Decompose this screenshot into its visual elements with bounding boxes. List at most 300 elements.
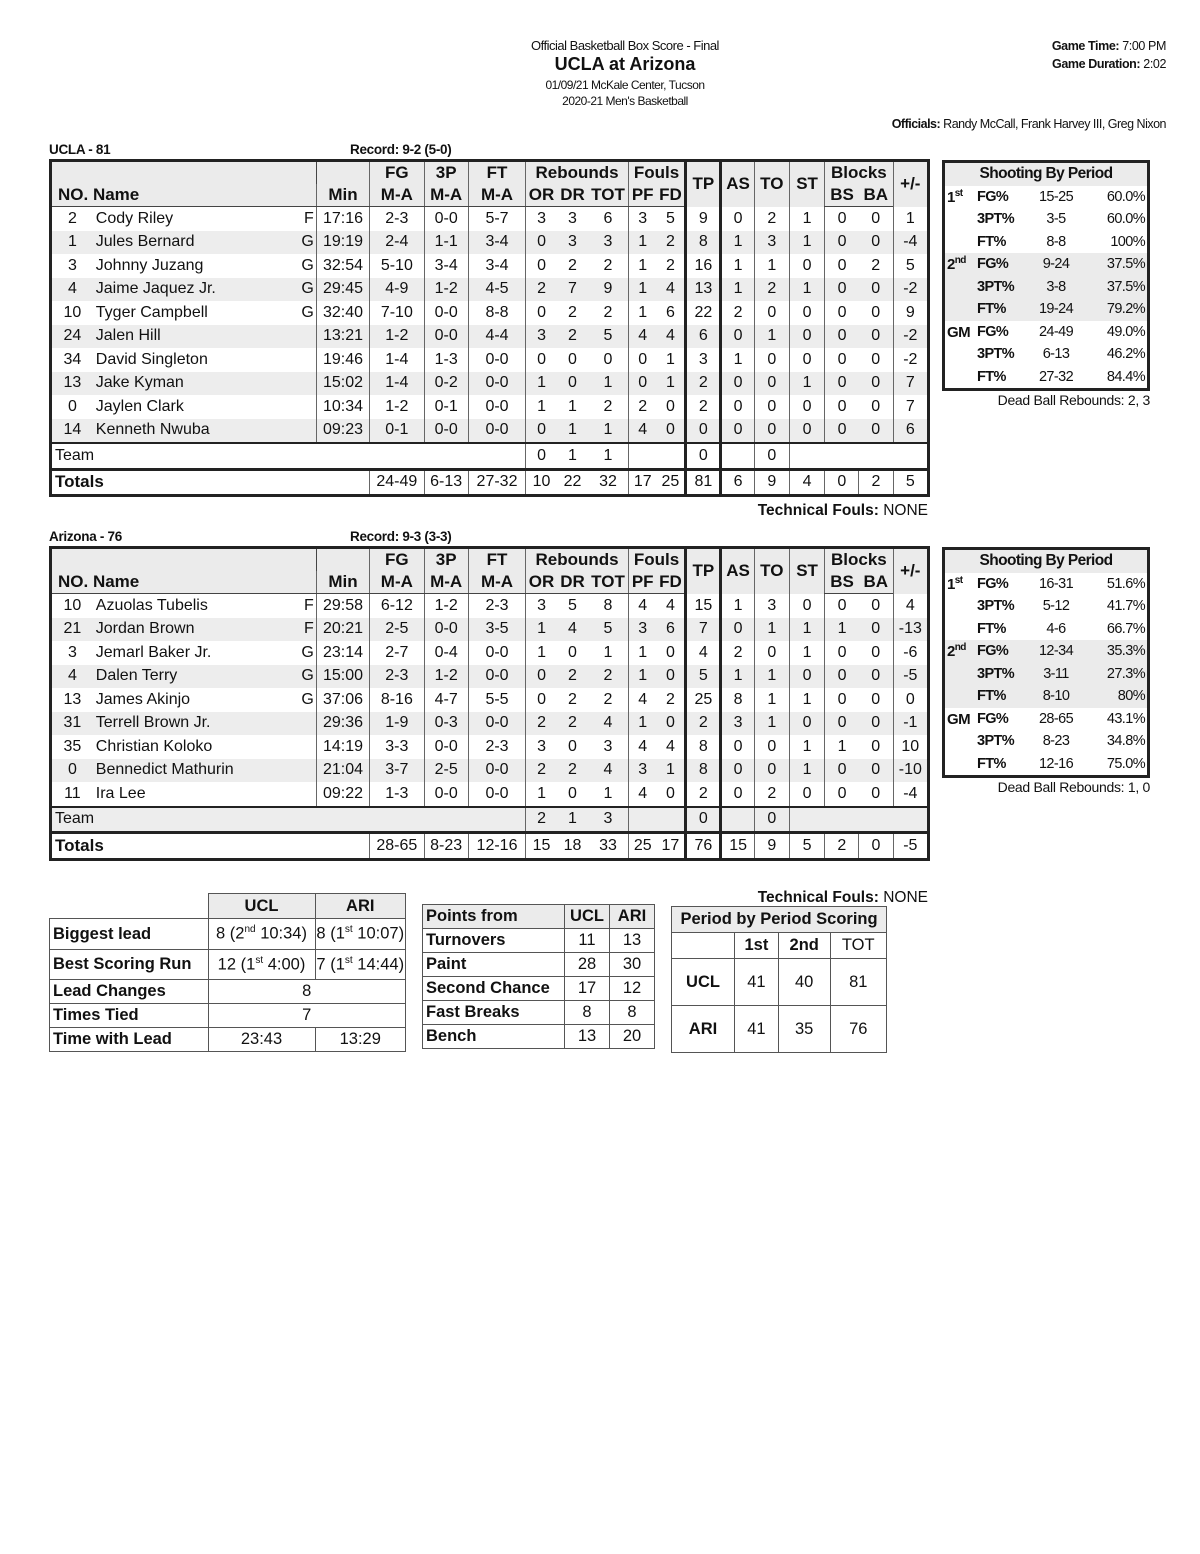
player-number: 31 [51, 712, 93, 736]
shooting-stat: 3PT% [977, 598, 1015, 615]
player-position: G [301, 643, 314, 661]
player-number: 2 [67, 209, 77, 227]
points-from-row [423, 1025, 655, 1049]
player-bs: 0 [825, 759, 859, 783]
player-bs: 0 [825, 254, 859, 278]
col-ba: BA [859, 184, 893, 207]
player-3p: 1-2 [424, 665, 468, 689]
period-score-1st: 41 [735, 1006, 779, 1053]
team-label: Team [51, 807, 526, 833]
player-or: 0 [526, 348, 557, 372]
totals-to: 9 [754, 833, 789, 860]
player-to: 1 [754, 688, 789, 712]
player-st: 0 [789, 395, 824, 419]
totals-st: 5 [789, 833, 824, 860]
totals-label: Totals [51, 833, 370, 860]
player-tot: 9 [588, 278, 628, 302]
player-fd: 0 [657, 712, 686, 736]
player-3p: 0-0 [424, 618, 468, 642]
period-score-tot: 76 [830, 1006, 886, 1053]
player-tot: 8 [603, 596, 613, 614]
player-minutes: 19:19 [316, 231, 369, 255]
player-ba: 0 [859, 419, 893, 444]
totals-tot: 33 [588, 833, 628, 860]
col-dr: DR [557, 184, 588, 207]
player-number: 3 [67, 643, 77, 661]
player-tp: 13 [686, 278, 721, 302]
totals-pf: 17 [628, 469, 656, 496]
totals-fg: 24-49 [370, 469, 424, 496]
player-ba: 0 [871, 397, 881, 415]
player-name-cell [93, 665, 317, 689]
player-st: 0 [789, 325, 824, 349]
col-plus-minus: +/- [893, 548, 928, 594]
player-ft: 0-0 [468, 641, 525, 665]
shooting-percentage: 60.0% [1106, 188, 1145, 205]
shooting-period: GM [947, 323, 970, 341]
points-from-ari: 20 [610, 1025, 655, 1049]
player-tot: 3 [603, 737, 613, 755]
shooting-stat: 3PT% [977, 211, 1015, 228]
player-number: 0 [67, 397, 77, 415]
col-dr: DR [557, 571, 588, 594]
player-fd: 0 [665, 643, 675, 661]
player-minutes: 20:21 [316, 618, 369, 642]
player-row [51, 712, 929, 736]
player-to: 3 [754, 594, 789, 618]
player-tp: 16 [686, 254, 721, 278]
player-plus-minus: 10 [893, 735, 928, 759]
game-time: 7:00 PM [1122, 39, 1166, 53]
season: 2020-21 Men's Basketball [562, 94, 688, 108]
player-plus-minus: 5 [893, 254, 928, 278]
totals-label: Totals [51, 469, 370, 496]
points-from-label: Fast Breaks [423, 1001, 565, 1025]
player-ba: 2 [871, 256, 881, 274]
player-fd: 2 [665, 690, 675, 708]
player-plus-minus: 6 [893, 419, 928, 444]
player-3p: 0-3 [424, 712, 468, 736]
player-bs: 0 [825, 301, 859, 325]
player-3p: 0-0 [424, 301, 468, 325]
player-fg: 1-4 [370, 372, 424, 396]
player-to: 0 [754, 759, 789, 783]
player-fd: 0 [657, 665, 686, 689]
player-dr: 3 [568, 209, 577, 227]
player-position: F [304, 620, 314, 638]
player-dr: 3 [557, 231, 588, 255]
player-tot: 2 [588, 665, 628, 689]
col-3p-ma: M-A [424, 184, 468, 207]
period-row-team: ARI [672, 1006, 735, 1053]
points-from-row [423, 1001, 655, 1025]
player-name-cell [93, 372, 317, 396]
game-title: UCLA at Arizona [554, 54, 696, 74]
player-fd: 1 [665, 350, 675, 368]
player-fd: 4 [657, 325, 686, 349]
player-name-cell [93, 325, 317, 349]
col-or: OR [526, 184, 557, 207]
player-ft: 0-0 [468, 759, 525, 783]
points-from-ari: 8 [610, 1001, 655, 1025]
col-st: ST [789, 548, 824, 594]
player-or: 1 [526, 641, 557, 665]
player-as: 3 [721, 712, 754, 736]
totals-plus-minus: 5 [893, 469, 928, 496]
col-tot: TOT [588, 184, 628, 207]
shooting-percentage: 34.8% [1106, 733, 1145, 750]
player-bs: 0 [825, 665, 859, 689]
col-rebounds: Rebounds [526, 548, 629, 572]
player-bs: 0 [825, 641, 859, 665]
col-3p: 3P [424, 161, 468, 185]
totals-bs: 0 [825, 469, 859, 496]
player-number: 0 [51, 759, 93, 783]
col-or: OR [526, 571, 557, 594]
points-from-label: Turnovers [423, 929, 565, 953]
shooting-percentage: 51.6% [1106, 575, 1145, 592]
player-fg: 8-16 [370, 688, 424, 712]
player-ft: 0-0 [468, 782, 525, 807]
player-as: 0 [721, 759, 754, 783]
player-st: 0 [789, 348, 824, 372]
player-pf: 4 [628, 419, 656, 444]
dead-ball-rebounds: Dead Ball Rebounds: 2, 3 [997, 392, 1150, 408]
player-or: 0 [526, 665, 557, 689]
player-fg: 1-2 [370, 325, 424, 349]
player-st: 1 [789, 207, 824, 231]
player-as: 1 [721, 254, 754, 278]
player-number: 4 [51, 665, 93, 689]
player-or: 3 [526, 594, 557, 618]
player-plus-minus: -6 [893, 641, 928, 665]
player-as: 0 [721, 618, 754, 642]
col-to: TO [754, 161, 789, 207]
shooting-stat: FG% [975, 640, 1029, 663]
report-subtitle: Official Basketball Box Score - Final [531, 38, 719, 53]
player-ft: 0-0 [468, 348, 525, 372]
player-3p: 1-2 [424, 594, 468, 618]
officials [892, 117, 1166, 131]
times-tied-label: Times Tied [50, 1004, 209, 1028]
player-or: 0 [526, 254, 557, 278]
player-row [51, 395, 929, 419]
col-fg-ma: M-A [370, 184, 424, 207]
shooting-stat: 3PT% [977, 346, 1015, 363]
shooting-percentage: 100% [1110, 233, 1145, 250]
player-ft: 0-0 [468, 665, 525, 689]
player-tp: 25 [686, 688, 721, 712]
player-as: 2 [721, 301, 754, 325]
player-3p: 0-0 [424, 782, 468, 807]
team-tp: 0 [686, 807, 721, 833]
player-number: 24 [51, 325, 93, 349]
player-name: David Singleton [95, 350, 208, 368]
player-minutes: 29:45 [316, 278, 369, 302]
player-st: 1 [789, 278, 824, 302]
period-score-2nd: 40 [778, 959, 830, 1006]
player-3p: 1-1 [424, 231, 468, 255]
col-to: TO [754, 548, 789, 594]
points-from-header: Points from [423, 905, 565, 929]
player-ba: 0 [871, 690, 881, 708]
player-number: 11 [64, 784, 81, 802]
player-st: 1 [789, 641, 824, 665]
player-name-cell [93, 735, 317, 759]
period-score-1st: 41 [735, 959, 779, 1006]
player-3p: 0-1 [424, 395, 468, 419]
player-as: 2 [721, 641, 754, 665]
col-bs: BS [825, 184, 859, 207]
player-dr: 2 [557, 325, 588, 349]
player-dr: 0 [568, 737, 577, 755]
player-minutes: 15:00 [316, 665, 369, 689]
player-bs: 0 [825, 348, 859, 372]
player-tp: 2 [686, 712, 721, 736]
player-pf: 1 [628, 712, 656, 736]
player-st: 1 [789, 735, 824, 759]
team-row [51, 443, 929, 469]
shooting-row [944, 595, 1149, 618]
player-as: 0 [721, 395, 754, 419]
player-tot: 5 [588, 618, 628, 642]
shooting-row [944, 753, 1149, 777]
player-ba: 0 [859, 231, 893, 255]
totals-pf: 25 [628, 833, 656, 860]
col-pf: PF [628, 184, 656, 207]
shooting-made-attempted: 16-31 [1038, 575, 1074, 592]
player-fg: 2-3 [370, 665, 424, 689]
col-3p: 3P [424, 548, 468, 572]
player-row [51, 735, 929, 759]
col-as: AS [721, 548, 754, 594]
totals-fg: 28-65 [370, 833, 424, 860]
player-fd: 1 [657, 759, 686, 783]
col-ft-ma: M-A [468, 571, 525, 594]
shooting-stat: FT% [977, 368, 1006, 385]
player-pf: 1 [628, 641, 656, 665]
shooting-made-attempted: 19-24 [1029, 298, 1083, 321]
player-to: 3 [754, 231, 789, 255]
player-row [51, 301, 929, 325]
team-dr: 1 [557, 807, 588, 833]
player-minutes: 37:06 [316, 688, 369, 712]
shooting-percentage: 43.1% [1106, 710, 1145, 727]
player-to: 1 [754, 618, 789, 642]
totals-as: 15 [721, 833, 754, 860]
player-position: G [301, 280, 314, 298]
player-plus-minus: 1 [893, 207, 928, 231]
shooting-row [944, 298, 1149, 321]
player-fd: 0 [665, 397, 675, 415]
player-tp: 8 [686, 231, 721, 255]
player-plus-minus: -10 [893, 759, 928, 783]
player-bs: 0 [825, 712, 859, 736]
player-minutes: 17:16 [316, 207, 369, 231]
player-tot: 0 [603, 350, 613, 368]
player-dr: 0 [557, 372, 588, 396]
player-dr: 2 [557, 665, 588, 689]
col-no-name: NO. Name [51, 571, 317, 594]
player-to: 1 [754, 712, 789, 736]
player-tp: 2 [686, 372, 721, 396]
date-venue: 01/09/21 McKale Center, Tucson [545, 78, 705, 92]
player-or: 0 [526, 688, 557, 712]
points-from-label: Bench [423, 1025, 565, 1049]
player-or: 2 [526, 759, 557, 783]
player-minutes: 14:19 [316, 735, 369, 759]
player-3p: 1-2 [424, 278, 468, 302]
player-tp: 6 [686, 325, 721, 349]
player-row [51, 419, 929, 444]
totals-tot: 32 [588, 469, 628, 496]
points-from-row [423, 953, 655, 977]
shooting-by-period-table [942, 160, 1150, 391]
player-name-cell [93, 712, 317, 736]
player-name-cell [93, 254, 317, 278]
player-name: Jordan Brown [95, 620, 195, 638]
player-fg: 1-4 [370, 348, 424, 372]
totals-tp: 81 [686, 469, 721, 496]
shooting-row [944, 663, 1149, 686]
player-to: 2 [754, 207, 789, 231]
shooting-stat: 3PT% [977, 733, 1015, 750]
player-row [51, 207, 929, 231]
player-number: 13 [51, 372, 93, 396]
player-name: Azuolas Tubelis [95, 596, 208, 614]
player-minutes: 15:02 [316, 372, 369, 396]
player-to: 1 [754, 665, 789, 689]
player-3p: 0-0 [424, 325, 468, 349]
player-row [51, 372, 929, 396]
player-plus-minus: -2 [893, 278, 928, 302]
period-scoring-title: Period by Period Scoring [672, 907, 887, 933]
player-minutes: 29:36 [316, 712, 369, 736]
shooting-stat: FG% [975, 253, 1029, 276]
times-tied-value: 7 [208, 1004, 406, 1028]
player-3p: 1-3 [424, 348, 468, 372]
player-as: 1 [721, 348, 754, 372]
player-pf: 1 [628, 278, 656, 302]
player-as: 8 [721, 688, 754, 712]
player-plus-minus: 9 [893, 301, 928, 325]
shooting-made-attempted: 6-13 [1042, 346, 1070, 363]
team-name-score: Arizona - 76 [49, 529, 122, 544]
shooting-percentage: 75.0% [1106, 755, 1145, 772]
player-pf: 3 [628, 759, 656, 783]
player-dr: 5 [568, 596, 577, 614]
col-fg: FG [370, 548, 424, 572]
totals-dr: 22 [557, 469, 588, 496]
shooting-percentage: 37.5% [1083, 276, 1149, 299]
player-pf: 1 [628, 254, 656, 278]
player-pf: 4 [628, 325, 656, 349]
totals-bs: 2 [825, 833, 859, 860]
player-position: G [301, 256, 314, 274]
player-tot: 1 [603, 784, 613, 802]
player-position: G [301, 303, 314, 321]
shooting-stat: FG% [977, 710, 1009, 727]
player-st: 0 [789, 419, 824, 444]
player-as: 0 [721, 325, 754, 349]
player-minutes: 09:23 [316, 419, 369, 444]
points-from-ucl: 28 [565, 953, 610, 977]
player-st: 1 [789, 372, 824, 396]
shooting-stat: 3PT% [975, 663, 1029, 686]
player-number: 10 [63, 596, 82, 614]
player-plus-minus: -5 [893, 665, 928, 689]
player-to: 0 [754, 395, 789, 419]
player-dr: 2 [557, 759, 588, 783]
player-3p: 2-5 [424, 759, 468, 783]
player-or: 1 [526, 782, 557, 807]
player-ft: 0-0 [468, 712, 525, 736]
player-bs: 0 [825, 231, 859, 255]
player-to: 0 [754, 641, 789, 665]
player-or: 2 [526, 712, 557, 736]
player-ft: 8-8 [468, 301, 525, 325]
totals-dr: 18 [557, 833, 588, 860]
player-fd: 2 [665, 256, 675, 274]
player-fd: 6 [665, 303, 675, 321]
player-tot: 4 [588, 712, 628, 736]
col-blocks: Blocks [825, 161, 893, 185]
player-name-cell [93, 278, 317, 302]
totals-ba: 0 [859, 833, 893, 860]
player-bs: 0 [825, 325, 859, 349]
shooting-made-attempted: 5-12 [1042, 598, 1070, 615]
player-name: Tyger Campbell [95, 303, 208, 321]
player-tot: 2 [603, 397, 613, 415]
team-tot: 3 [588, 807, 628, 833]
player-ft: 3-5 [468, 618, 525, 642]
shooting-row [944, 366, 1149, 390]
player-to: 0 [754, 735, 789, 759]
player-name: Jaime Jaquez Jr. [95, 280, 216, 298]
player-tp: 8 [686, 735, 721, 759]
shooting-made-attempted: 9-24 [1029, 253, 1083, 276]
player-ft: 2-3 [468, 594, 525, 618]
shooting-made-attempted: 15-25 [1038, 188, 1074, 205]
player-pf: 3 [628, 618, 656, 642]
player-pf: 0 [628, 348, 656, 372]
player-tot: 1 [588, 419, 628, 444]
shooting-made-attempted: 28-65 [1038, 710, 1074, 727]
period-score-2nd: 35 [778, 1006, 830, 1053]
player-row [51, 594, 929, 618]
best-run-ucl: 12 (1st 4:00) [208, 950, 315, 980]
player-as: 1 [721, 594, 754, 618]
player-dr: 1 [568, 397, 577, 415]
col-ft: FT [468, 161, 525, 185]
report-header [430, 38, 820, 109]
col-ucl: UCL [208, 894, 315, 919]
player-plus-minus: -1 [893, 712, 928, 736]
player-name: Jalen Hill [95, 327, 161, 345]
shooting-made-attempted: 12-16 [1038, 755, 1074, 772]
player-pf: 1 [628, 665, 656, 689]
player-or: 3 [526, 325, 557, 349]
col-no-name: NO. Name [51, 184, 317, 207]
period-scoring-table [671, 906, 887, 1053]
player-ba: 0 [859, 325, 893, 349]
player-name: Johnny Juzang [95, 256, 204, 274]
player-name-cell [93, 419, 317, 444]
points-from-ari: 30 [610, 953, 655, 977]
player-plus-minus: 7 [893, 395, 928, 419]
player-dr: 2 [568, 256, 577, 274]
player-bs: 0 [825, 594, 859, 618]
